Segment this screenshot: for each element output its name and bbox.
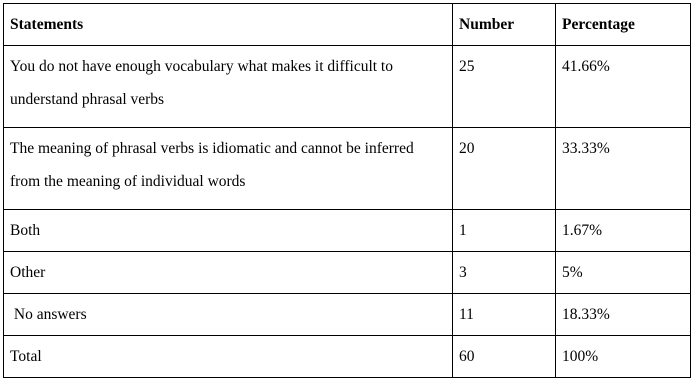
- percentage-cell: 41.66%: [556, 46, 691, 128]
- number-cell: 3: [453, 252, 556, 294]
- number-cell: 11: [453, 294, 556, 336]
- header-number: Number: [453, 4, 556, 46]
- table-header-row: [4, 4, 691, 46]
- statement-cell: Total: [4, 336, 453, 378]
- statement-cell: Both: [4, 210, 453, 252]
- table-row: [4, 46, 691, 128]
- header-statements: Statements: [4, 4, 453, 46]
- percentage-cell: 1.67%: [556, 210, 691, 252]
- table-row-total: [4, 336, 691, 378]
- table-row: [4, 128, 691, 210]
- percentage-cell: 18.33%: [556, 294, 691, 336]
- percentage-cell: 100%: [556, 336, 691, 378]
- statement-cell: You do not have enough vocabulary what makes it difficult to understand phrasal verbs: [4, 46, 453, 128]
- table-row: [4, 210, 691, 252]
- number-cell: 1: [453, 210, 556, 252]
- number-cell: 20: [453, 128, 556, 210]
- number-cell: 25: [453, 46, 556, 128]
- statement-cell: No answers: [4, 294, 453, 336]
- header-percentage: Percentage: [556, 4, 691, 46]
- number-cell: 60: [453, 336, 556, 378]
- percentage-cell: 5%: [556, 252, 691, 294]
- table-row: [4, 252, 691, 294]
- statement-cell: Other: [4, 252, 453, 294]
- table-row: [4, 294, 691, 336]
- percentage-cell: 33.33%: [556, 128, 691, 210]
- statement-cell: The meaning of phrasal verbs is idiomatic and cannot be inferred from the meaning of individual words: [4, 128, 453, 210]
- survey-results-table: [3, 3, 691, 378]
